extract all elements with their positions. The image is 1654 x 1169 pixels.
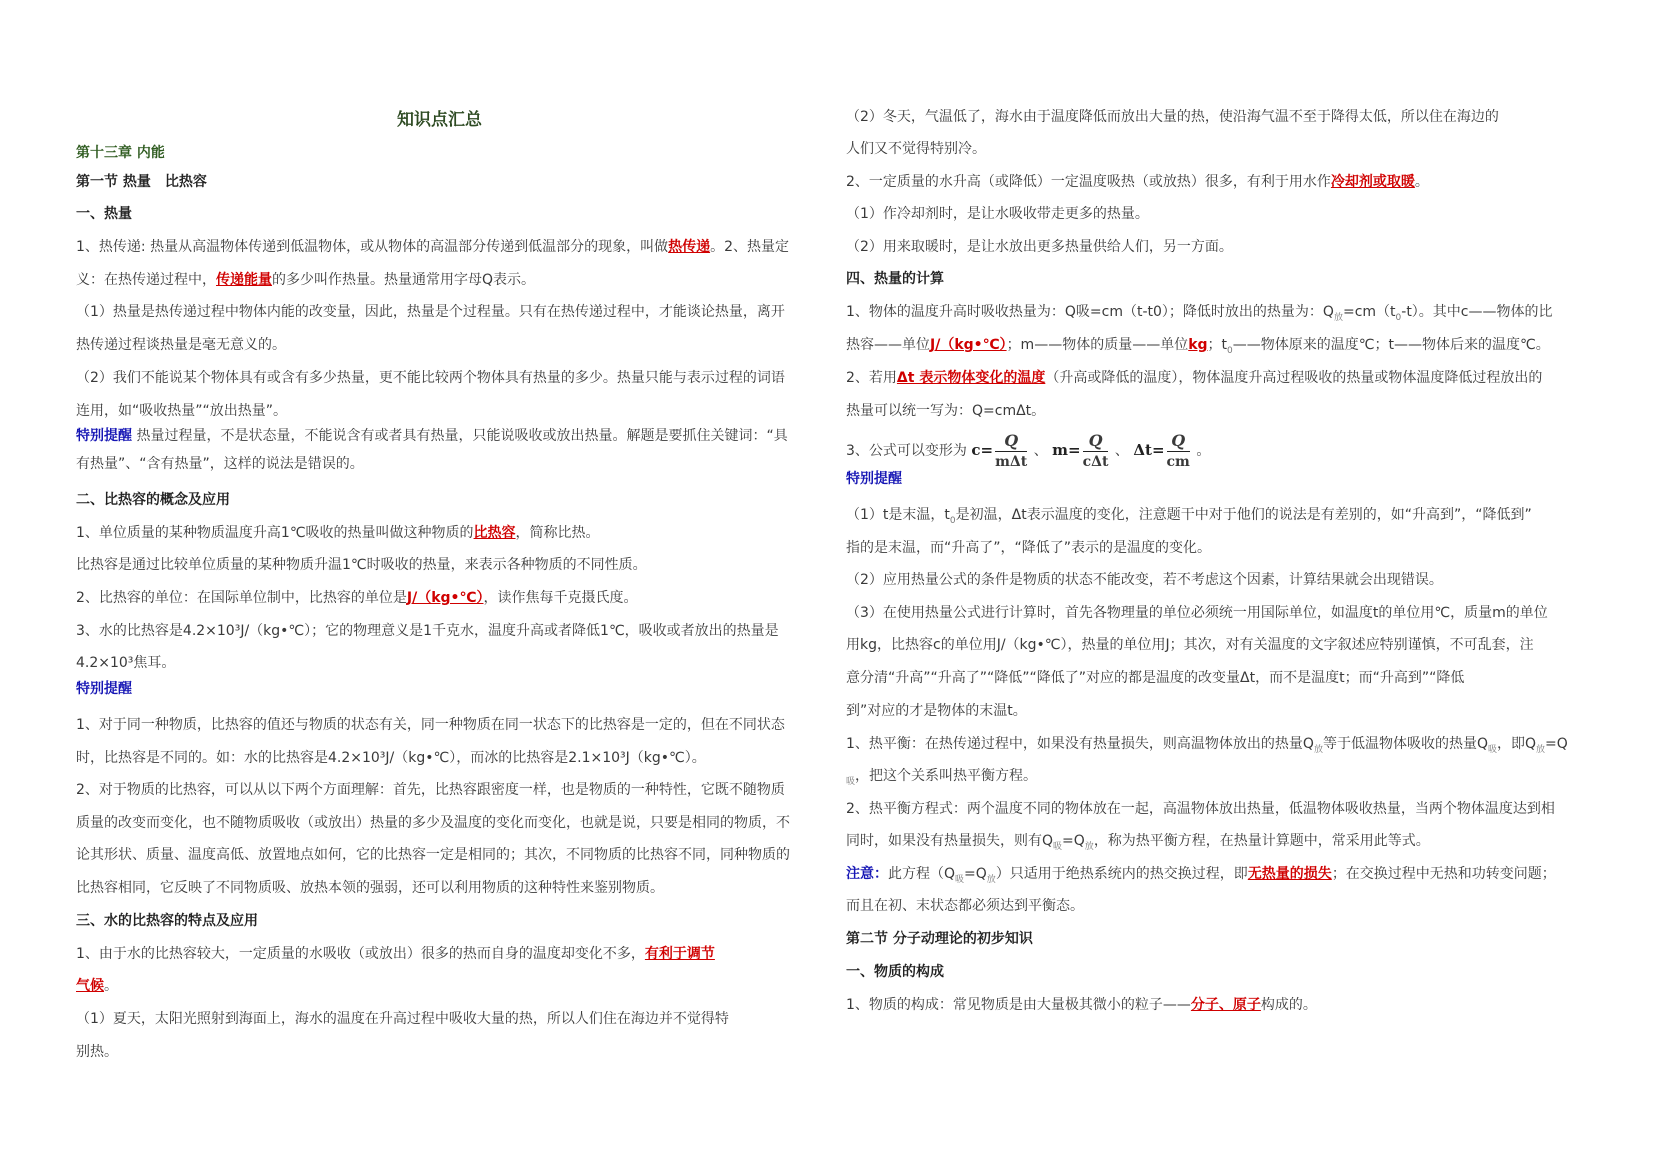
paragraph-line: 4.2×10³焦耳。 <box>76 655 176 671</box>
text: 。2、热量定 <box>710 239 789 255</box>
formula-var: c <box>971 441 981 459</box>
paragraph-line: 到”对应的才是物体的末温t。 <box>846 703 1027 719</box>
subscript: 放 <box>1313 744 1323 755</box>
highlight-term: kg <box>1188 337 1208 353</box>
formula-var: Δt <box>1133 441 1152 459</box>
paragraph-line: 2、热平衡方程式：两个温度不同的物体放在一起，高温物体放出热量，低温物体吸收热量，当两个物体温度达到相 <box>846 801 1555 817</box>
text: 。 <box>1414 174 1429 190</box>
text: ；在交换过程中无热和功转变问题； <box>1331 866 1556 882</box>
paragraph-line: （1）热量是热传递过程中物体内能的改变量，因此，热量是个过程量。只有在热传递过程中，才能谈论热量，离开 <box>76 304 785 320</box>
paragraph-line: 用kg，比热容c的单位用J/（kg•℃），热量的单位用J；其次，对有关温度的文字叙述应特别谨慎，不可乱套，注 <box>846 637 1534 653</box>
highlight-term: 有利于调节 <box>644 946 715 962</box>
formula-var: m <box>1052 441 1069 459</box>
text: ；t <box>1207 337 1228 353</box>
text: 热容——单位 <box>846 337 930 353</box>
subscript: 吸 <box>1053 841 1063 852</box>
paragraph-line: （2）用来取暖时，是让水放出更多热量供给人们，另一方面。 <box>846 239 1233 255</box>
page-title: 知识点汇总 <box>397 110 482 130</box>
text: ，把这个关系叫热平衡方程。 <box>855 768 1038 784</box>
chapter-heading: 第十三章 内能 <box>76 145 165 161</box>
subheading: 二、比热容的概念及应用 <box>76 492 230 508</box>
paragraph-line <box>846 734 1568 760</box>
highlight-term: 冷却剂或取暖 <box>1330 174 1415 190</box>
paragraph-line: 人们又不觉得特别冷。 <box>846 141 986 157</box>
tip-label: 特别提醒 <box>76 681 132 697</box>
section-heading: 第一节 热量 比热容 <box>76 174 207 190</box>
fraction <box>1083 431 1109 472</box>
paragraph-line <box>846 831 1430 857</box>
numerator: Q <box>995 431 1027 452</box>
text: 同时，如果没有热量损失，则有Q <box>846 833 1054 849</box>
paragraph-line <box>76 237 789 257</box>
subscript: 放 <box>1536 744 1546 755</box>
paragraph-line: 论其形状、质量、温度高低、放置地点如何，它的比热容一定是相同的；其次，不同物质的比热容不同，同种物质的 <box>76 847 790 863</box>
equals: = <box>1151 441 1165 459</box>
text: 3、公式可以变形为 <box>846 443 967 459</box>
fraction <box>995 431 1027 472</box>
equals: = <box>1068 441 1081 459</box>
denominator: cΔt <box>1082 453 1109 470</box>
paragraph-line: 而且在初、末状态都必须达到平衡态。 <box>846 898 1084 914</box>
text: 的多少叫作热量。热量通常用字母Q表示。 <box>272 272 536 288</box>
text: 。 <box>1196 443 1211 459</box>
highlight-term: 气候 <box>76 978 104 994</box>
text: 等于低温物体吸收的热量Q <box>1322 736 1488 752</box>
highlight-term: Δt 表示物体变化的温度 <box>896 370 1046 386</box>
paragraph-line: 3、水的比热容是4.2×10³J/（kg•℃）；它的物理意义是1千克水，温度升高或者降低1℃，吸收或者放出的热量是 <box>76 623 779 639</box>
formula-line <box>846 428 1210 473</box>
paragraph-line: 质量的改变而变化，也不随物质吸收（或放出）热量的多少及温度的变化而变化，也就是说，只要是相同的物质，不 <box>76 815 790 831</box>
paragraph-line <box>76 426 788 446</box>
text: 是初温，Δt表示温度的变化，注意题干中对于他们的说法是有差别的，如“升高到”，“降低到” <box>955 507 1532 523</box>
highlight-term: 无热量的损失 <box>1247 866 1332 882</box>
text: 1、物体的温度升高时吸收热量为：Q吸=cm（t-t0）；降低时放出的热量为：Q <box>846 304 1334 320</box>
text: 1、由于水的比热容较大，一定质量的水吸收（或放出）很多的热而自身的温度却变化不多， <box>76 946 645 962</box>
highlight-term: 热传递 <box>668 239 711 255</box>
section-heading: 第二节 分子动理论的初步知识 <box>846 931 1033 947</box>
subscript: 吸 <box>846 776 856 787</box>
paragraph-line: 比热容相同，它反映了不同物质吸、放热本领的强弱，还可以利用物质的这种特性来鉴别物质。 <box>76 880 664 896</box>
paragraph-line <box>76 976 118 996</box>
paragraph-line: （1）作冷却剂时，是让水吸收带走更多的热量。 <box>846 206 1149 222</box>
text: 热量过程量，不是状态量，不能说含有或者具有热量，只能说吸收或放出热量。解题是要抓住关键词：“具 <box>136 428 788 444</box>
text: 2、比热容的单位：在国际单位制中，比热容的单位是 <box>76 590 407 606</box>
subscript: 吸 <box>955 874 965 885</box>
subheading: 四、热量的计算 <box>846 271 944 287</box>
highlight-term: J/（kg•℃） <box>406 590 484 606</box>
text: 1、单位质量的某种物质温度升高1℃吸收的热量叫做这种物质的 <box>76 525 474 541</box>
text: ；m——物体的质量——单位 <box>1006 337 1189 353</box>
subheading: 三、水的比热容的特点及应用 <box>76 913 258 929</box>
paragraph-line: 别热。 <box>76 1044 118 1060</box>
text: 义：在热传递过程中， <box>76 272 216 288</box>
paragraph-line <box>846 505 1532 531</box>
paragraph-line <box>76 270 535 290</box>
subscript: 放 <box>986 874 996 885</box>
paragraph-line: 意分清“升高”“升高了”“降低”“降低了”对应的都是温度的改变量Δt，而不是温度t；而“升高到”“降低 <box>846 670 1465 686</box>
paragraph-line <box>846 766 1037 792</box>
paragraph-line: 连用，如“吸收热量”“放出热量”。 <box>76 403 288 419</box>
paragraph-line: 有热量”、“含有热量”，这样的说法是错误的。 <box>76 456 364 472</box>
text: 此方程（Q <box>888 866 956 882</box>
paragraph-line: （3）在使用热量公式进行计算时，首先各物理量的单位必须统一用国际单位，如温度t的单位用℃，质量m的单位 <box>846 605 1548 621</box>
subscript: 0 <box>1395 312 1402 323</box>
text: ，称为热平衡方程，在热量计算题中，常采用此等式。 <box>1093 833 1430 849</box>
equals: = <box>980 441 994 459</box>
paragraph-line: 比热容是通过比较单位质量的某种物质升温1℃时吸收的热量，来表示各种物质的不同性质。 <box>76 557 647 573</box>
highlight-term: 分子、原子 <box>1190 997 1261 1013</box>
separator: 、 <box>1033 443 1048 459</box>
text: ，读作焦每千克摄氏度。 <box>483 590 638 606</box>
paragraph-line: 2、对于物质的比热容，可以从以下两个方面理解：首先，比热容跟密度一样，也是物质的一种特性，它既不随物质 <box>76 782 785 798</box>
fraction <box>1167 431 1190 472</box>
paragraph-line: （2）应用热量公式的条件是物质的状态不能改变，若不考虑这个因素，计算结果就会出现错误。 <box>846 572 1443 588</box>
paragraph-line <box>846 172 1429 192</box>
paragraph-line <box>846 335 1550 361</box>
text: 2、一定质量的水升高（或降低）一定温度吸热（或放热）很多，有利于用水作 <box>846 174 1331 190</box>
paragraph-line <box>76 944 715 964</box>
paragraph-line: （1）夏天，太阳光照射到海面上，海水的温度在升高过程中吸收大量的热，所以人们住在海边并不觉得特 <box>76 1011 729 1027</box>
text: （1）t是末温，t <box>846 507 950 523</box>
highlight-term: 传递能量 <box>216 272 272 288</box>
numerator: Q <box>1083 431 1109 452</box>
paragraph-line <box>76 588 637 608</box>
paragraph-line <box>76 523 600 543</box>
text: -t）。其中c——物体的比 <box>1401 304 1553 320</box>
text: =Q <box>1062 833 1085 849</box>
text: 。 <box>104 978 118 994</box>
text: =Q <box>1545 736 1568 752</box>
separator: 、 <box>1114 443 1129 459</box>
paragraph-line: （2）冬天，气温低了，海水由于温度降低而放出大量的热，使沿海气温不至于降得太低，所以住在海边的 <box>846 109 1499 125</box>
text: =Q <box>964 866 987 882</box>
subscript: 0 <box>949 515 956 526</box>
text: （升高或降低的温度），物体温度升高过程吸收的热量或物体温度降低过程放出的 <box>1045 370 1543 386</box>
tip-label: 特别提醒 <box>846 471 902 487</box>
text: 2、若用 <box>846 370 897 386</box>
subscript: 放 <box>1084 841 1094 852</box>
subscript: 放 <box>1333 312 1343 323</box>
denominator: mΔt <box>995 453 1028 470</box>
tip-label: 特别提醒 <box>76 428 132 444</box>
paragraph-line: 指的是末温，而“升高了”，“降低了”表示的是温度的变化。 <box>846 540 1212 556</box>
subheading: 一、热量 <box>76 206 132 222</box>
text: ）只适用于绝热系统内的热交换过程，即 <box>995 866 1248 882</box>
paragraph-line <box>846 368 1542 388</box>
paragraph-line <box>846 864 1556 890</box>
paragraph-line <box>846 302 1553 328</box>
text: 1、热传递: 热量从高温物体传递到低温物体，或从物体的高温部分传递到低温部分的现象，叫做 <box>76 239 669 255</box>
numerator: Q <box>1167 431 1190 452</box>
subscript: 0 <box>1227 345 1233 356</box>
denominator: cm <box>1166 453 1190 470</box>
highlight-term: 比热容 <box>473 525 516 541</box>
paragraph-line: 1、对于同一种物质，比热容的值还与物质的状态有关，同一种物质在同一状态下的比热容是一定的，但在不同状态 <box>76 717 785 733</box>
text: ，简称比热。 <box>515 525 600 541</box>
text: 1、物质的构成：常见物质是由大量极其微小的粒子—— <box>846 997 1191 1013</box>
note-label: 注意： <box>846 866 888 882</box>
text: 1、热平衡：在热传递过程中，如果没有热量损失，则高温物体放出的热量Q <box>846 736 1314 752</box>
text: ，即Q <box>1497 736 1537 752</box>
text: =cm（t <box>1342 304 1396 320</box>
subheading: 一、物质的构成 <box>846 964 944 980</box>
subscript: 吸 <box>1487 744 1497 755</box>
paragraph-line: 时，比热容是不同的。如：水的比热容是4.2×10³J/（kg•℃），而冰的比热容是2.1×10³J（kg•℃）。 <box>76 750 706 766</box>
text: ——物体原来的温度℃；t——物体后来的温度℃。 <box>1232 337 1550 353</box>
paragraph-line: 热传递过程谈热量是毫无意义的。 <box>76 337 286 353</box>
paragraph-line <box>846 995 1317 1015</box>
text: 构成的。 <box>1260 997 1317 1013</box>
highlight-term: J/（kg•℃） <box>930 337 1007 353</box>
paragraph-line: 热量可以统一写为：Q=cmΔt。 <box>846 403 1046 419</box>
paragraph-line: （2）我们不能说某个物体具有或含有多少热量，更不能比较两个物体具有热量的多少。热量只能与表示过程的词语 <box>76 370 785 386</box>
